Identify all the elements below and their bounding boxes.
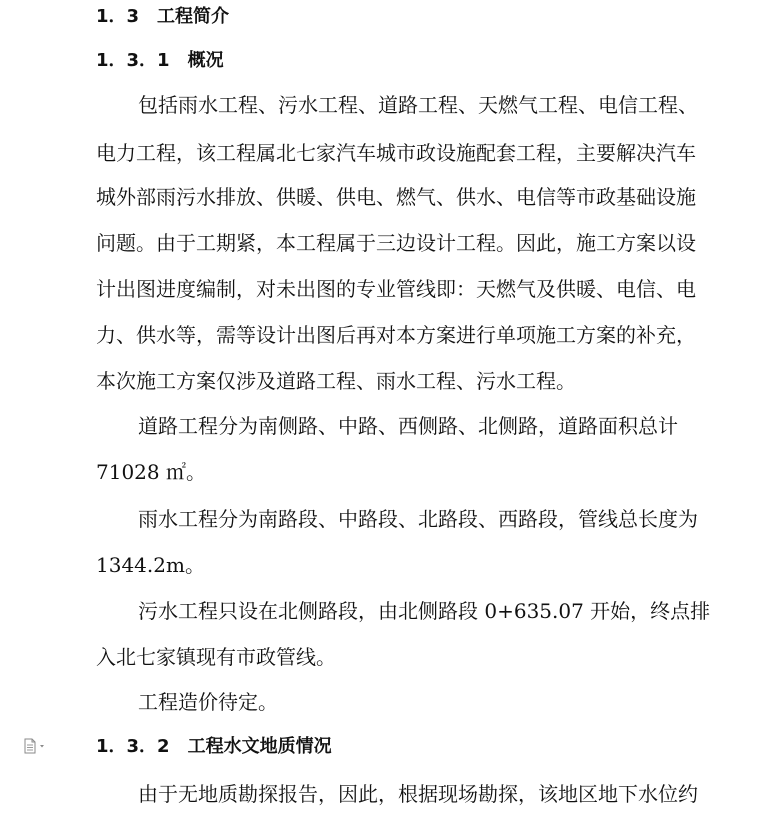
paragraph-line: 包括雨水工程、污水工程、道路工程、天燃气工程、电信工程、 (138, 93, 698, 117)
paragraph-line: 污水工程只设在北侧路段，由北侧路段 0+635.07 开始，终点排 (138, 599, 711, 623)
heading-1-3-1: 1．3．1 概况 (96, 50, 224, 71)
paragraph-line: 1344.2m。 (96, 553, 205, 577)
paragraph-line: 由于无地质勘探报告，因此，根据现场勘探，该地区地下水位约 (138, 782, 698, 806)
paragraph-line: 道路工程分为南侧路、中路、西侧路、北侧路，道路面积总计 (138, 414, 678, 438)
paragraph-line: 问题。由于工期紧，本工程属于三边设计工程。因此，施工方案以设 (96, 231, 696, 255)
heading-1-3: 1．3 工程简介 (96, 6, 230, 27)
paragraph-line: 计出图进度编制，对未出图的专业管线即：天燃气及供暖、电信、电 (96, 277, 696, 301)
paragraph-line: 力、供水等，需等设计出图后再对本方案进行单项施工方案的补充， (96, 323, 696, 347)
document-icon (23, 738, 51, 754)
paragraph-line: 雨水工程分为南路段、中路段、北路段、西路段，管线总长度为 (138, 507, 698, 531)
heading-1-3-2: 1．3．2 工程水文地质情况 (96, 736, 332, 757)
paragraph-line: 工程造价待定。 (138, 690, 278, 714)
paragraph-line: 城外部雨污水排放、供暖、供电、燃气、供水、电信等市政基础设施 (96, 185, 696, 209)
paragraph-line: 本次施工方案仅涉及道路工程、雨水工程、污水工程。 (96, 369, 576, 393)
document-dropdown-icon[interactable] (23, 738, 51, 754)
paragraph-line: 电力工程，该工程属北七家汽车城市政设施配套工程，主要解决汽车 (96, 141, 696, 165)
paragraph-line: 71028 ㎡。 (96, 460, 206, 484)
paragraph-line: 入北七家镇现有市政管线。 (96, 645, 336, 669)
